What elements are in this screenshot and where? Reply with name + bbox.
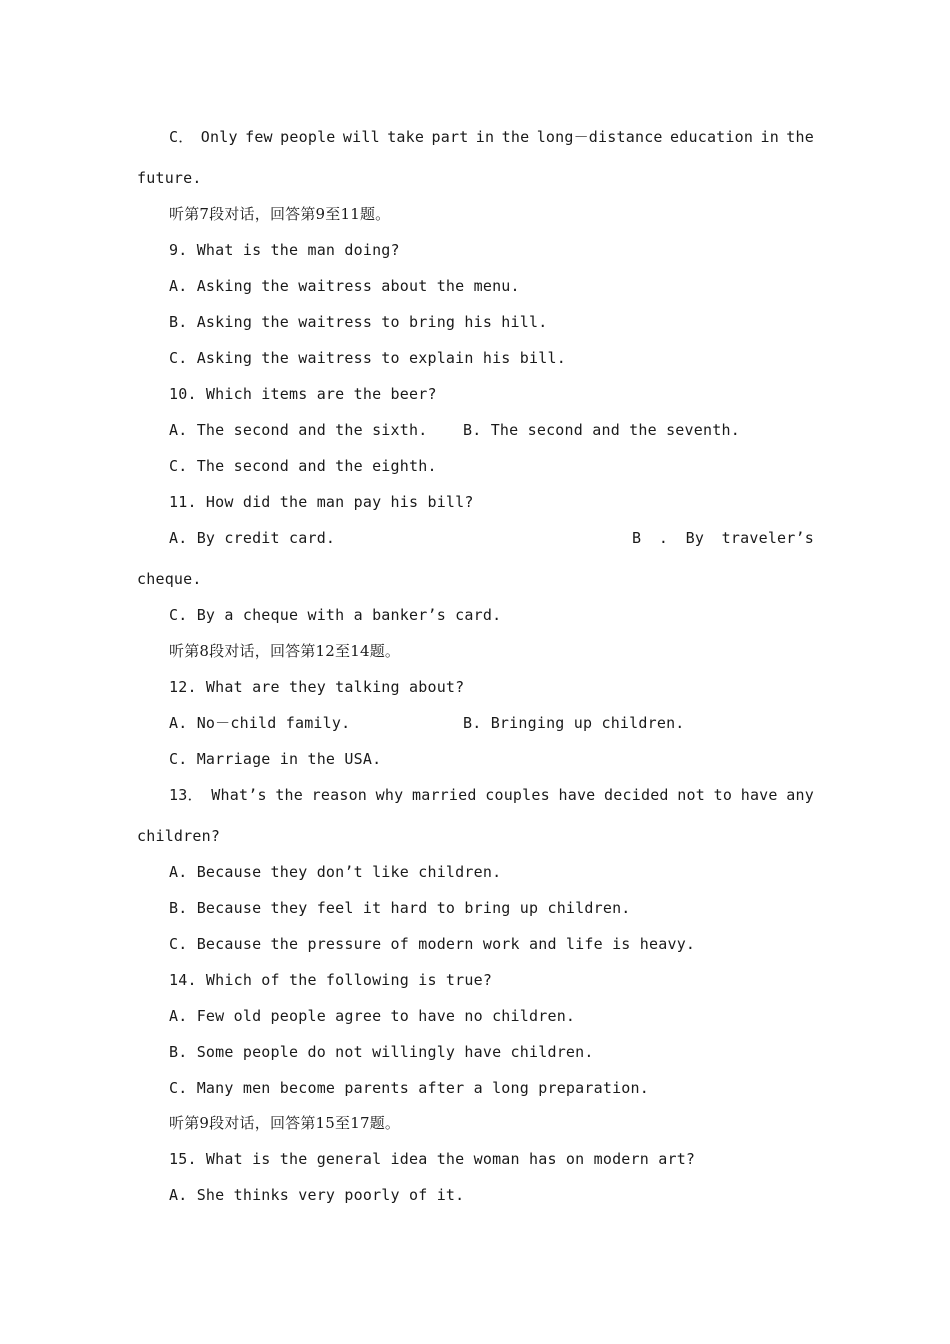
- word: to: [713, 786, 733, 804]
- word: 13．: [169, 786, 203, 804]
- q12-option-b: B. Bringing up children.: [463, 714, 685, 732]
- q9-option-b: B. Asking the waitress to bring his hill.: [169, 313, 548, 331]
- section-heading-9: 听第9段对话，回答第15至17题。: [169, 1114, 401, 1132]
- section-heading-7: 听第7段对话，回答第9至11题。: [169, 205, 391, 223]
- word: have: [740, 786, 778, 804]
- word: reason: [311, 786, 368, 804]
- q11-option-b-cont: cheque.: [137, 570, 202, 588]
- question-11: 11. How did the man pay his bill?: [169, 493, 474, 511]
- word: B: [632, 529, 642, 547]
- q10-option-a: A. The second and the sixth.: [169, 421, 428, 439]
- word: few: [245, 128, 273, 146]
- word: education: [670, 128, 754, 146]
- q13-option-b: B. Because they feel it hard to bring up children.: [169, 899, 631, 917]
- word: traveler’s: [721, 529, 814, 547]
- word: C．: [169, 128, 194, 146]
- word: take: [387, 128, 425, 146]
- q14-option-b: B. Some people do not willingly have children.: [169, 1043, 594, 1061]
- word: any: [786, 786, 814, 804]
- question-13-line-1: [169, 785, 814, 805]
- option-c-line-1: [169, 127, 814, 147]
- q9-option-c: C. Asking the waitress to explain his bill.: [169, 349, 566, 367]
- word: long－distance: [536, 128, 663, 146]
- word: the: [275, 786, 304, 804]
- word: part: [431, 128, 469, 146]
- word: in: [475, 128, 495, 146]
- question-14: 14. Which of the following is true?: [169, 971, 493, 989]
- word: in: [760, 128, 779, 146]
- question-9: 9. What is the man doing?: [169, 241, 400, 259]
- q14-option-a: A. Few old people agree to have no children.: [169, 1007, 576, 1025]
- word: why: [375, 786, 404, 804]
- q11-option-c: C. By a cheque with a banker’s card.: [169, 606, 502, 624]
- word: the: [501, 128, 530, 146]
- q13-option-c: C. Because the pressure of modern work and life is heavy.: [169, 935, 696, 953]
- word: Only: [200, 128, 238, 146]
- q11-option-a: A. By credit card.: [169, 529, 336, 547]
- q12-option-c: C. Marriage in the USA.: [169, 750, 382, 768]
- q15-option-a: A. She thinks very poorly of it.: [169, 1186, 465, 1204]
- word: decided: [604, 786, 669, 804]
- q13-option-a: A. Because they don’t like children.: [169, 863, 502, 881]
- section-heading-8: 听第8段对话，回答第12至14题。: [169, 642, 401, 660]
- option-c-line-2: future.: [137, 169, 202, 187]
- q9-option-a: A. Asking the waitress about the menu.: [169, 277, 520, 295]
- word: What’s: [211, 786, 267, 804]
- word: people: [280, 128, 336, 146]
- question-15: 15. What is the general idea the woman has on modern art?: [169, 1150, 696, 1168]
- q11-option-b: [632, 528, 814, 548]
- q10-option-b: B. The second and the seventh.: [463, 421, 740, 439]
- word: will: [342, 128, 380, 146]
- word: not: [677, 786, 705, 804]
- q14-option-c: C. Many men become parents after a long preparation.: [169, 1079, 649, 1097]
- word: the: [786, 128, 814, 146]
- word: have: [558, 786, 596, 804]
- question-13-line-2: children?: [137, 827, 221, 845]
- word: .: [658, 529, 669, 547]
- q10-option-c: C. The second and the eighth.: [169, 457, 437, 475]
- word: couples: [485, 786, 550, 804]
- word: By: [685, 529, 705, 547]
- question-10: 10. Which items are the beer?: [169, 385, 437, 403]
- q12-option-a: A. No－child family.: [169, 714, 351, 732]
- word: married: [411, 786, 477, 804]
- question-12: 12. What are they talking about?: [169, 678, 465, 696]
